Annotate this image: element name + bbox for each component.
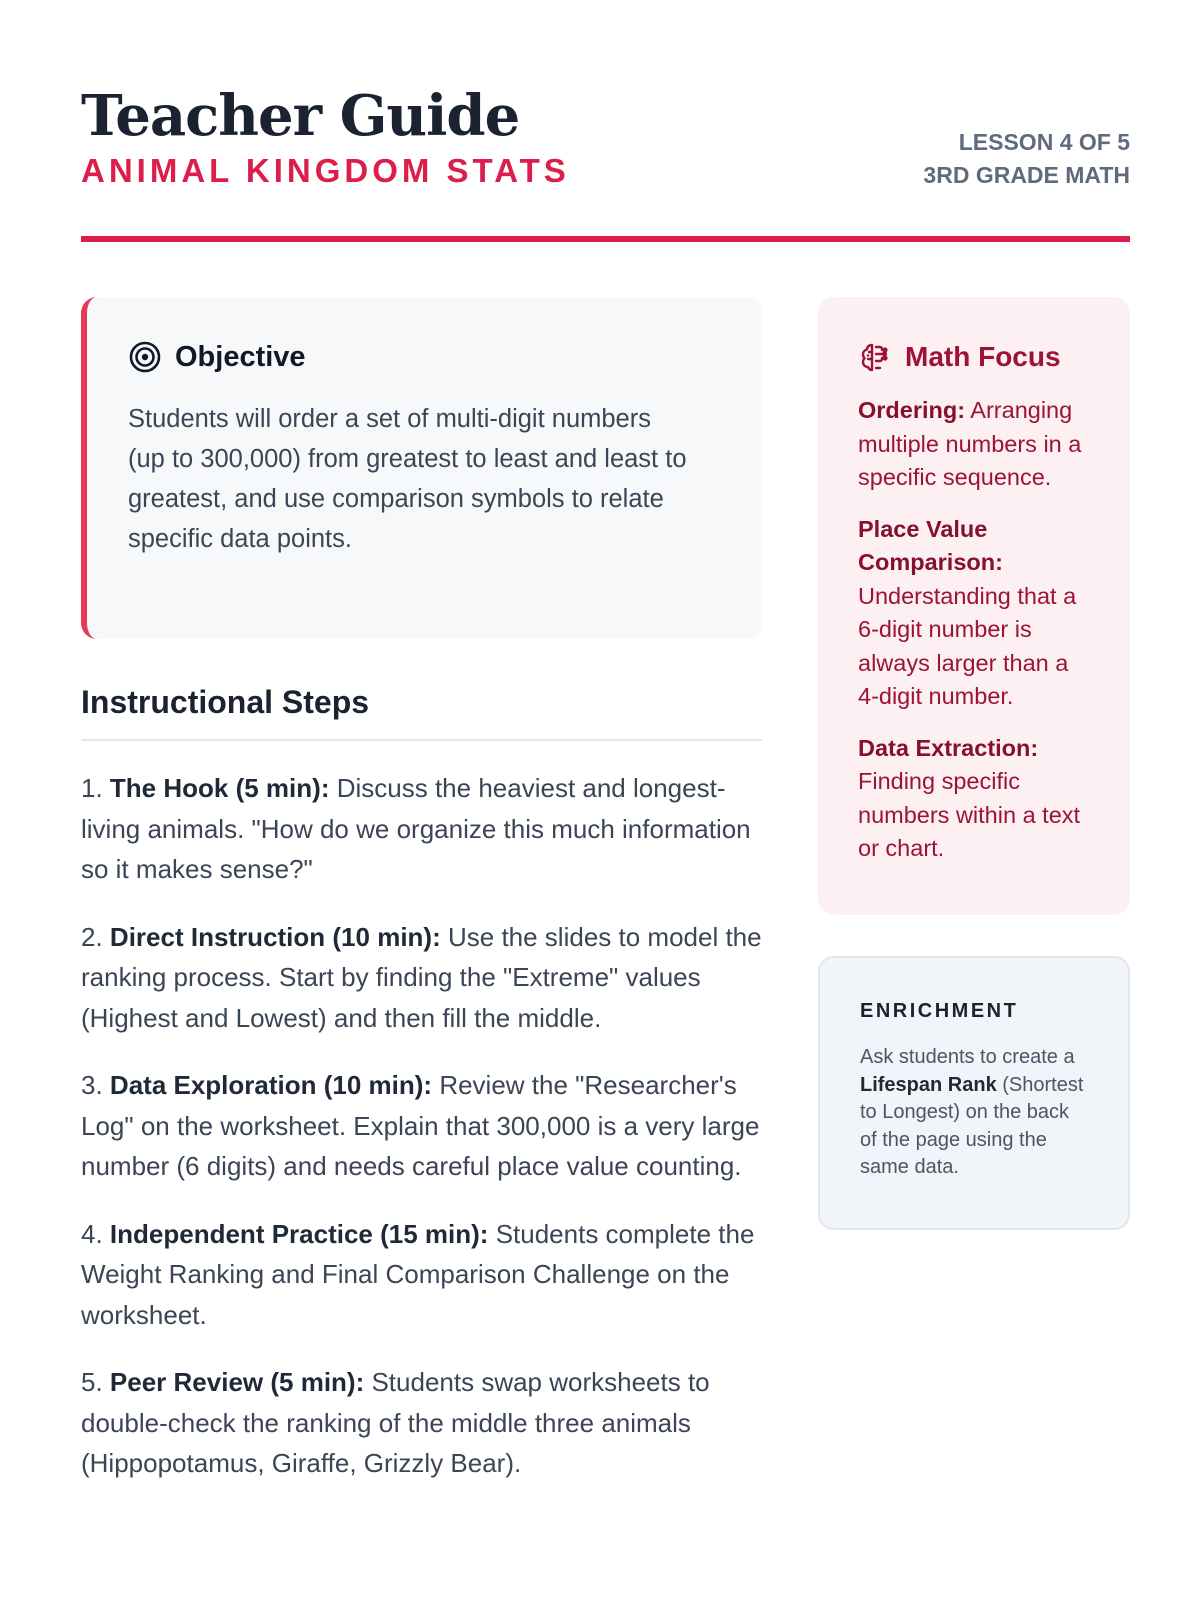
steps-divider [81,739,762,741]
math-focus-text: Finding specific numbers within a text or chart. [858,768,1081,861]
page-subtitle: ANIMAL KINGDOM STATS [81,152,570,189]
enrichment-text-after: (Shortest to Longest) on the back of the page using the same data. [860,1073,1084,1178]
step-label: Peer Review (5 min): [109,1367,365,1397]
step-number: 1. [81,773,103,803]
lesson-number: LESSON 4 OF 5 [958,129,1130,155]
step-label: Direct Instruction (10 min): [109,921,441,952]
step-label: The Hook (5 min): [109,773,330,803]
step-item [81,768,762,890]
step-item [81,1065,762,1187]
header-divider [81,236,1130,242]
objective-card [81,297,762,639]
teacher-guide-page [81,0,1130,1600]
step-number: 3. [81,1070,103,1100]
math-focus-item [858,394,1092,495]
enrichment-text-before: Ask students to create a [860,1046,1075,1068]
step-number: 4. [81,1218,103,1249]
math-focus-text: Arranging multiple numbers in a specific sequence. [858,397,1082,490]
page-title: Teacher Guide [81,83,520,149]
step-number: 5. [81,1367,103,1397]
math-focus-text: Understanding that a 6-digit number is always larger than a 4-digit number. [858,582,1077,709]
header [81,83,1130,243]
brain-icon [858,341,890,373]
enrichment-highlight: Lifespan Rank [860,1073,997,1096]
step-label: Data Exploration (10 min): [109,1070,433,1100]
step-text: Students swap worksheets to double-check the ranking of the middle three animals (Hippopotamus, Giraffe, Grizzly Bear). [81,1367,710,1478]
steps-list [81,768,762,1511]
step-label: Independent Practice (15 min): [109,1218,489,1249]
math-focus-term: Ordering: [858,397,966,423]
step-number: 2. [81,921,103,952]
step-item [81,1214,762,1336]
lesson-meta [923,126,1130,192]
math-focus-card [818,297,1130,915]
steps-title: Instructional Steps [81,684,370,720]
enrichment-title: ENRICHMENT [860,1000,1019,1022]
math-focus-term: Place Value Comparison: [858,515,1003,575]
step-text: Use the slides to model the ranking process. Start by finding the "Extreme" values (Highest and Lowest) and then fill the middle. [81,921,762,1033]
math-focus-item [858,513,1092,714]
grade-level: 3RD GRADE MATH [923,162,1130,188]
enrichment-card [818,956,1130,1230]
step-text: Students complete the Weight Ranking and Final Comparison Challenge on the worksheet. [81,1218,755,1330]
objective-text: Students will order a set of multi-digit numbers (up to 300,000) from greatest to least and least to greatest, and use comparison symbols to relate specific data points. [128,405,687,553]
objective-title: Objective [175,340,306,373]
step-text: Review the "Researcher's Log" on the worksheet. Explain that 300,000 is a very large number (6 digits) and needs careful place value counting. [81,1070,760,1181]
math-focus-term: Data Extraction: [858,734,1039,761]
math-focus-item [858,732,1092,866]
step-text: Discuss the heaviest and longest-living animals. "How do we organize this much information so it makes sense?" [81,773,751,884]
step-item [81,1362,762,1484]
math-focus-header [858,337,1092,377]
math-focus-title: Math Focus [905,341,1061,372]
objective-header [128,337,722,377]
enrichment-text [860,1044,1090,1182]
target-icon [128,340,162,374]
step-item [81,917,762,1039]
